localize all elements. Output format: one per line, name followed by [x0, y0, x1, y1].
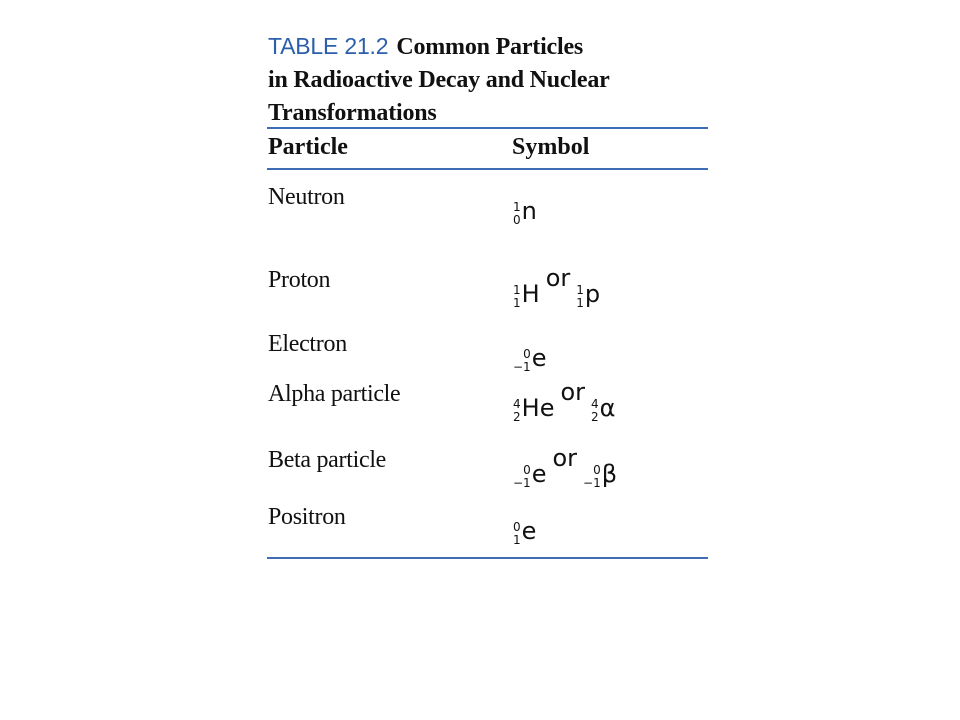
table-caption [268, 30, 708, 130]
table-row [267, 444, 708, 490]
nuclide-symbol [513, 460, 546, 488]
particle-letter: e [531, 460, 547, 488]
mass-number: 1 [576, 283, 584, 297]
particle-name: Neutron [268, 184, 345, 210]
nuclide-scripts [513, 284, 521, 310]
atomic-number: 1 [513, 533, 521, 547]
particles-table [267, 30, 708, 547]
particle-name: Beta particle [268, 447, 387, 473]
or-text: or [545, 264, 571, 292]
particle-letter: p [584, 280, 601, 308]
particle-letter: e [521, 517, 537, 545]
particle-symbol [513, 264, 601, 310]
mass-number: 0 [523, 347, 531, 361]
header-particle: Particle [268, 134, 348, 160]
nuclide-scripts [591, 398, 599, 424]
particle-letter: α [599, 394, 616, 422]
particle-name: Proton [268, 267, 331, 293]
particle-name: Electron [268, 331, 347, 357]
nuclide-scripts [513, 348, 531, 374]
atomic-number: 1 [513, 296, 521, 310]
particle-symbol [513, 506, 536, 546]
particle-letter: e [531, 344, 547, 372]
table-row [267, 331, 708, 374]
mass-number: 1 [513, 283, 521, 297]
mass-number: 0 [513, 520, 521, 534]
mass-number: 0 [593, 463, 601, 477]
particle-symbol [513, 333, 546, 373]
atomic-number: 2 [513, 410, 521, 424]
particle-letter: β [601, 460, 618, 488]
particle-symbol [513, 444, 618, 490]
nuclide-scripts [513, 464, 531, 490]
or-text: or [552, 444, 578, 472]
particle-letter: H [521, 280, 540, 308]
nuclide-scripts [576, 284, 584, 310]
nuclide-symbol [513, 197, 537, 225]
table-row [267, 264, 708, 310]
caption-line-1 [268, 30, 708, 64]
caption-title-line3: Transformations [268, 100, 437, 126]
particle-name: Alpha particle [268, 381, 401, 407]
nuclide-scripts [513, 398, 521, 424]
table-row [267, 184, 708, 227]
header-symbol: Symbol [512, 134, 590, 160]
caption-title-line2: in Radioactive Decay and Nuclear [268, 67, 610, 93]
particle-symbol [513, 186, 537, 226]
nuclide-scripts [513, 521, 521, 547]
particle-letter: He [521, 394, 555, 422]
mass-number: 4 [591, 397, 599, 411]
atomic-number: 1 [576, 296, 584, 310]
nuclide-scripts [583, 464, 601, 490]
bottom-rule [267, 557, 708, 559]
header-rule [267, 168, 708, 170]
mass-number: 4 [513, 397, 521, 411]
atomic-number: −1 [583, 476, 601, 490]
mass-number: 1 [513, 200, 521, 214]
nuclide-symbol [513, 394, 554, 422]
nuclide-symbol [513, 344, 546, 372]
table-row [267, 504, 708, 547]
table-row [267, 378, 708, 424]
atomic-number: 2 [591, 410, 599, 424]
atomic-number: −1 [513, 476, 531, 490]
or-text: or [560, 378, 586, 406]
table-number: TABLE 21.2 [268, 33, 389, 59]
mass-number: 0 [523, 463, 531, 477]
nuclide-symbol [591, 394, 615, 422]
nuclide-symbol [513, 517, 536, 545]
atomic-number: 0 [513, 213, 521, 227]
particle-letter: n [521, 197, 537, 225]
particle-name: Positron [268, 504, 346, 530]
caption-title-line1: Common Particles [396, 34, 584, 60]
nuclide-symbol [583, 460, 617, 488]
atomic-number: −1 [513, 360, 531, 374]
particle-symbol [513, 378, 616, 424]
nuclide-symbol [513, 280, 540, 308]
nuclide-scripts [513, 201, 521, 227]
nuclide-symbol [576, 280, 600, 308]
top-rule [267, 127, 708, 129]
